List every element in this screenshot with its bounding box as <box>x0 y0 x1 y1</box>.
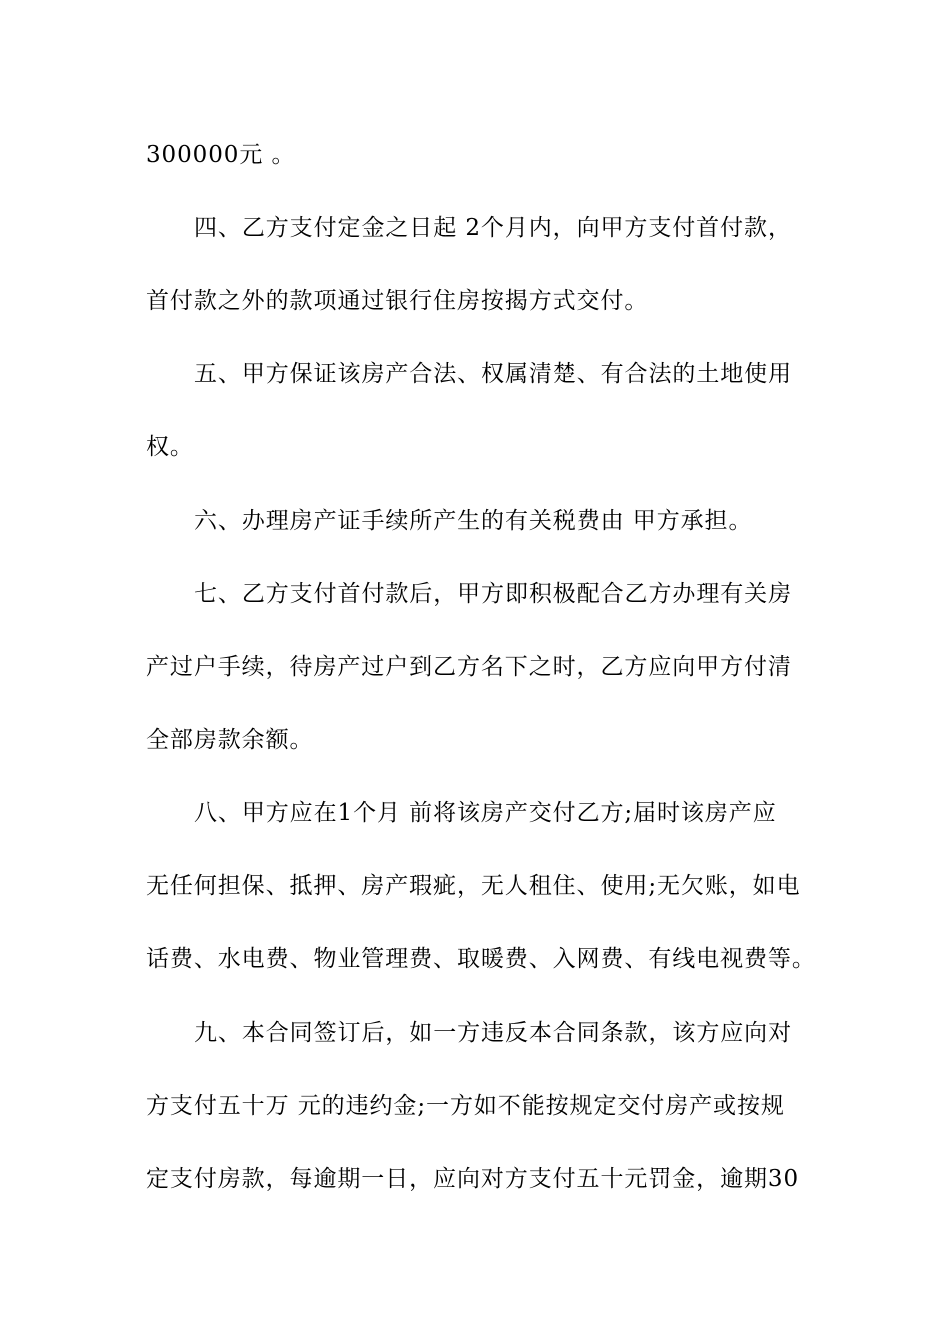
text-line: 全部房款余额。 <box>146 727 314 753</box>
clause-6-line: 六、办理房产证手续所产生的有关税费由 甲方承担。 <box>194 508 753 534</box>
clause-4-line: 四、乙方支付定金之日起 2个月内，向甲方支付首付款， <box>194 215 792 241</box>
clause-8-line: 八、甲方应在1个月 前将该房产交付乙方;届时该房产应 <box>194 800 777 826</box>
text-line: 300000元 。 <box>146 142 296 168</box>
text-line: 产过户手续，待房产过户到乙方名下之时，乙方应向甲方付清 <box>146 654 792 680</box>
text-line: 无任何担保、抵押、房产瑕疵，无人租住、使用;无欠账，如电 <box>146 873 801 899</box>
clause-7-line: 七、乙方支付首付款后，甲方即积极配合乙方办理有关房 <box>194 581 792 607</box>
clause-9-line: 九、本合同签订后，如一方违反本合同条款，该方应向对 <box>194 1020 792 1046</box>
text-line: 方支付五十万 元的违约金;一方如不能按规定交付房产或按规 <box>146 1093 785 1119</box>
text-line: 话费、水电费、物业管理费、取暖费、入网费、有线电视费等。 <box>146 946 816 972</box>
text-line: 首付款之外的款项通过银行住房按揭方式交付。 <box>146 288 649 314</box>
text-line: 权。 <box>146 434 194 460</box>
text-line: 定支付房款，每逾期一日，应向对方支付五十元罚金，逾期30 <box>146 1166 800 1192</box>
clause-5-line: 五、甲方保证该房产合法、权属清楚、有合法的土地使用 <box>194 361 792 387</box>
